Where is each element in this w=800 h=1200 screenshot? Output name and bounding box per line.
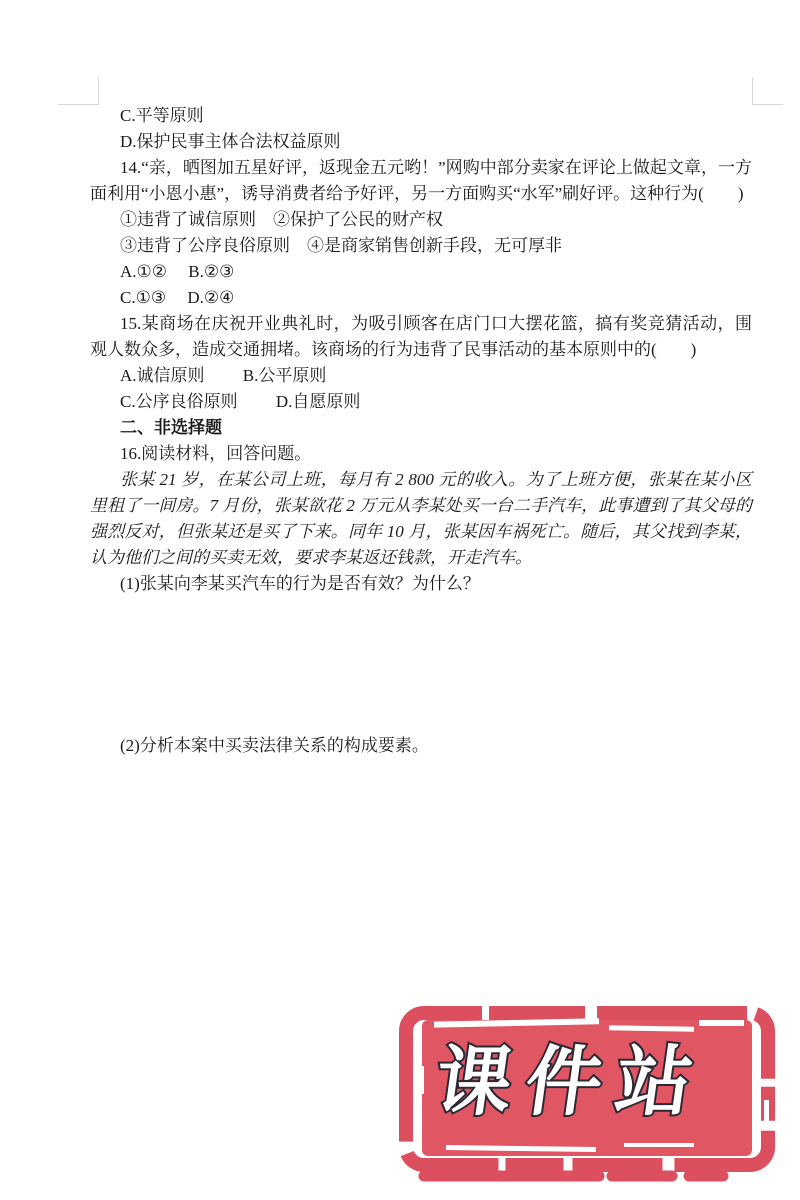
kejianzhan-watermark-stamp (394, 1004, 784, 1194)
question-16-part-2: (2)分析本案中买卖法律关系的构成要素。 (120, 736, 429, 755)
question-14-statements-1-2: ①违背了诚信原则 ②保护了公民的财产权 (120, 210, 443, 229)
question-14-statements-3-4: ③违背了公序良俗原则 ④是商家销售创新手段，无可厚非 (120, 236, 562, 255)
section-heading-non-choice: 二、非选择题 (120, 418, 222, 437)
question-16-part-1: (1)张某向李某买汽车的行为是否有效？为什么？ (120, 574, 480, 593)
crop-mark-top-right (752, 77, 783, 105)
option-d-q13: D.保护民事主体合法权益原则 (120, 132, 341, 151)
question-15-options-ab: A.诚信原则 B.公平原则 (120, 366, 327, 385)
stamp-text: 课件站 (430, 1040, 712, 1125)
question-15-options-cd: C.公序良俗原则 D.自愿原则 (120, 392, 361, 411)
question-14-options-cd: C.①③ D.②④ (120, 288, 235, 307)
crop-mark-top-left (58, 77, 99, 105)
stamp-text-group (430, 1040, 712, 1125)
exam-text-block (90, 103, 752, 759)
question-15-stem: 15.某商场在庆祝开业典礼时，为吸引顾客在店门口大摆花篮，搞有奖竞猜活动，围观人数众多，造成交通拥堵。该商场的行为违背了民事活动的基本原则中的( ) (90, 314, 752, 359)
question-14-options-ab: A.①② B.②③ (120, 262, 235, 281)
option-c-q13: C.平等原则 (120, 106, 204, 125)
question-14-stem: 14.“亲，晒图加五星好评，返现金五元哟！”网购中部分卖家在评论上做起文章，一方面利用“小恩小惠”，诱导消费者给予好评，另一方面购买“水军”刷好评。这种行为( ) (90, 158, 752, 203)
question-16-instruction: 16.阅读材料，回答问题。 (120, 444, 312, 463)
question-16-material: 张某 21 岁，在某公司上班，每月有 2 800 元的收入。为了上班方便，张某在某小区里租了一间房。7 月份，张某欲花 2 万元从李某处买一台二手汽车，此事遭到了其父母的强烈反对，但张某还是买了下来。同年 10 月，张某因车祸死亡。随后，其父找到李某，认为他们之间的买卖无效，要求李某返还钱款，开走汽车。 (90, 470, 752, 567)
